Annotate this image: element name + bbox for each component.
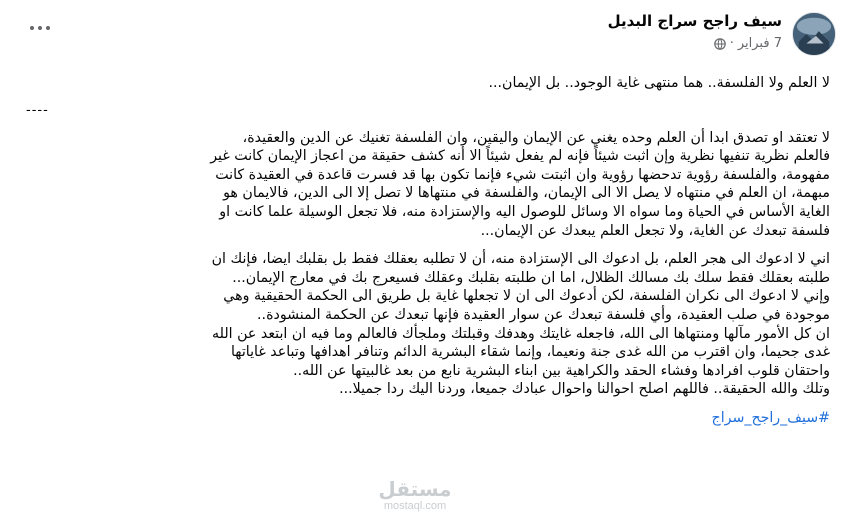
globe-icon[interactable] [714, 38, 726, 50]
text-line: فلسفة تبعدك عن الغاية، ولا تجعل العلم يبعدك عن الإيمان... [480, 222, 830, 239]
post-body [20, 74, 830, 428]
author-name[interactable]: سيف راجح سراج البديل [607, 12, 782, 30]
separator-line: ---- [26, 102, 49, 118]
text-line: واحتقان قلوب افرادها وفشاء الحقد والكراهية بين ابناء البشرية نابع من بعد غالبيتها عن الله.. [293, 362, 830, 379]
hashtag-link[interactable]: #سيف_راجح_سراج [711, 409, 830, 426]
text-line: الغاية الأساس في الحياة وما سواه الا وسائل للوصول اليه والإستزادة منه، فلا تجعل الوسيلة علما كانت او [219, 203, 830, 220]
text-line: موجودة في صلب العقيدة، وأي فلسفة تبعدك عن سوار العقيدة فإنها تبعدك عن الحكمة المنشودة.. [257, 306, 830, 323]
text-line: اني لا ادعوك الى هجر العلم، بل ادعوك الى الإستزادة منه، أن لا تطلبه بعقلك فقط بل بقلبك ايضا، فإنك ان [211, 251, 830, 268]
watermark [360, 478, 470, 512]
text-line: ان كل الأمور مآلها ومنتهاها الى الله، فاجعله غايتك وهدفك وقبلتك وملجأك فالعالم وما فيه ان ابتعد عن الله [212, 325, 830, 342]
post-meta [608, 36, 782, 52]
text-line: طلبته بعقلك فقط سلك بك مسالك الظلال، اما ان طلبته بقلبك وعقلك فسيعرج بك في معارج الإيمان... [232, 269, 830, 286]
post-date[interactable]: 7 فبراير [737, 36, 782, 51]
avatar-image [793, 13, 835, 55]
watermark-text: مستقل [378, 477, 452, 501]
more-options-icon[interactable] [24, 16, 56, 40]
text-line: مفهومة، والفلسفة رؤوية تدحضها رؤوية وان اثبتت شيء فإنما تكون بها قد فسرت قاعدة في العقيدة كانت [215, 166, 830, 183]
post-header [608, 11, 782, 52]
text-line: فالعلم نظرية تنفيها نظرية وإن اثبت شيئاً فإنه لم يفعل شيئاً الا أنه كشف حقيقة من اعجاز الإيمان كانت غير [210, 148, 830, 165]
text-line: لا تعتقد او تصدق ابدا أن العلم وحده يغني عن الإيمان واليقين، وان الفلسفة تغنيك عن الدين والعقيدة، [242, 129, 830, 146]
author-avatar[interactable] [792, 12, 836, 56]
text-line: وتلك والله الحقيقة.. فاللهم اصلح احوالنا واحوال عبادك جميعا، وردنا اليك ردا جميلا... [339, 381, 830, 398]
text-line: وإني لا ادعوك الى نكران الفلسفة، لكن أدعوك الى ان لا تجعلها غاية بل طريق الى الحكمة الحقيقية وهي [223, 288, 830, 305]
more-dot [46, 26, 50, 30]
watermark-domain: mostaql.com [383, 500, 447, 512]
paragraph-1 [20, 129, 830, 241]
text-line: مبهمة، ان العلم في منتهاه لا يصل الا الى الإيمان، والفلسفة في منتهاها لا تصل إلا الى الدين، فالايمان هو [223, 185, 830, 202]
paragraph-2 [20, 250, 830, 399]
text-line: غدى جحيما، وان اقترب من الله غدى جنة ونعيما، وإنما شقاء البشرية الدائم وتنافر اهدافها وتباعد غاياتها [230, 344, 830, 361]
post-title: لا العلم ولا الفلسفة.. هما منتهى غاية الوجود.. بل الإيمان... [488, 75, 830, 91]
more-dot [30, 26, 34, 30]
more-dot [38, 26, 42, 30]
meta-separator: · [729, 36, 734, 51]
